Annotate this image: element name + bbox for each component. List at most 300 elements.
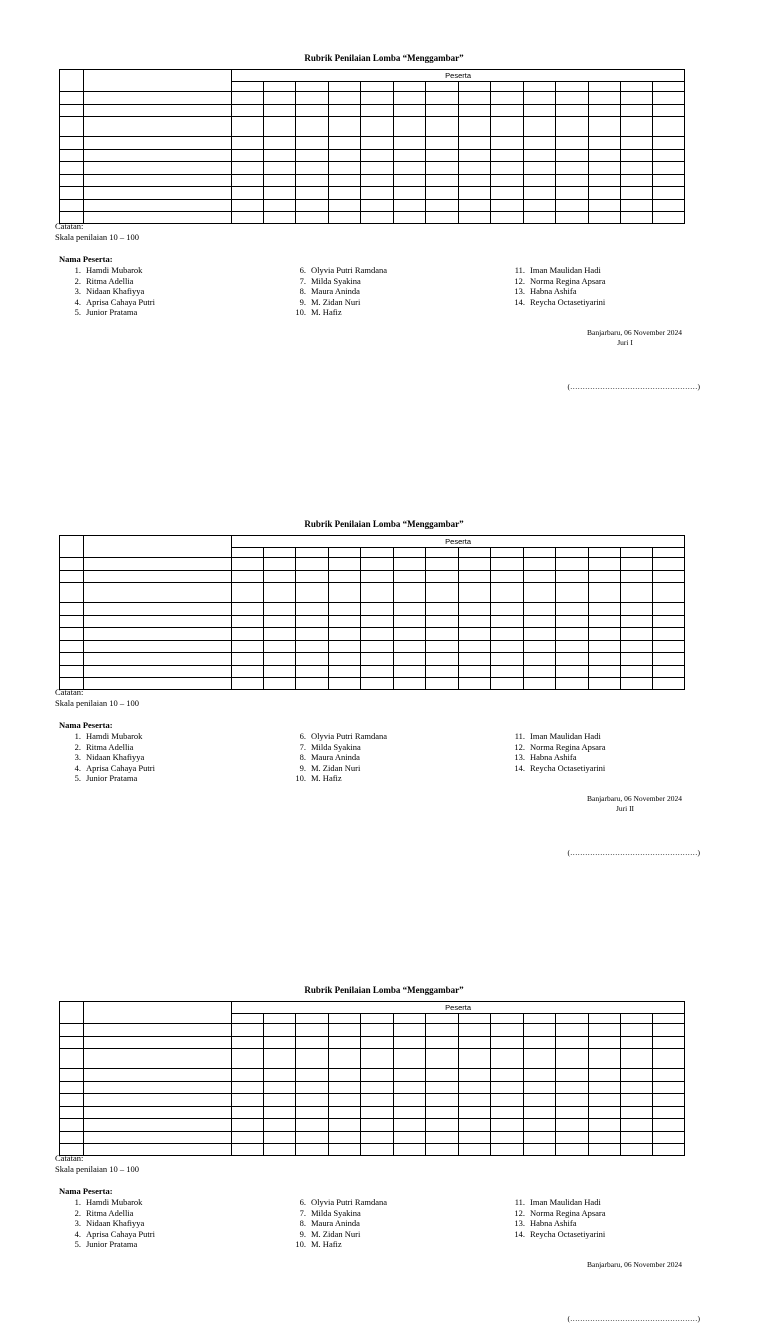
score-cell[interactable] <box>491 615 524 628</box>
score-cell[interactable] <box>264 174 296 187</box>
score-cell[interactable] <box>394 640 426 653</box>
score-cell[interactable] <box>264 117 296 137</box>
score-cell[interactable] <box>459 117 491 137</box>
score-cell[interactable] <box>589 199 621 212</box>
score-cell[interactable] <box>361 1049 394 1069</box>
score-cell[interactable] <box>232 92 264 105</box>
score-cell[interactable] <box>394 1049 426 1069</box>
score-cell[interactable] <box>329 665 361 678</box>
score-cell[interactable] <box>459 187 491 200</box>
score-cell[interactable] <box>524 174 556 187</box>
score-cell[interactable] <box>232 653 264 666</box>
score-cell[interactable] <box>264 603 296 616</box>
score-cell[interactable] <box>589 628 621 641</box>
score-cell[interactable] <box>491 104 524 117</box>
score-cell[interactable] <box>524 92 556 105</box>
score-cell[interactable] <box>556 1081 589 1094</box>
score-cell[interactable] <box>426 678 459 690</box>
score-cell[interactable] <box>264 558 296 571</box>
score-cell[interactable] <box>426 92 459 105</box>
score-cell[interactable] <box>264 678 296 690</box>
score-cell[interactable] <box>426 558 459 571</box>
score-cell[interactable] <box>394 603 426 616</box>
score-cell[interactable] <box>556 137 589 150</box>
score-cell[interactable] <box>459 92 491 105</box>
score-cell[interactable] <box>621 199 653 212</box>
score-cell[interactable] <box>329 149 361 162</box>
score-cell[interactable] <box>361 615 394 628</box>
score-cell[interactable] <box>264 1069 296 1082</box>
score-cell[interactable] <box>361 149 394 162</box>
score-cell[interactable] <box>459 653 491 666</box>
score-cell[interactable] <box>361 653 394 666</box>
score-cell[interactable] <box>459 104 491 117</box>
score-cell[interactable] <box>653 162 685 175</box>
score-cell[interactable] <box>232 1144 264 1156</box>
score-cell[interactable] <box>589 1036 621 1049</box>
score-cell[interactable] <box>426 162 459 175</box>
score-cell[interactable] <box>459 628 491 641</box>
score-cell[interactable] <box>589 1119 621 1132</box>
score-cell[interactable] <box>394 187 426 200</box>
score-cell[interactable] <box>394 212 426 224</box>
score-cell[interactable] <box>426 1069 459 1082</box>
score-cell[interactable] <box>361 212 394 224</box>
score-cell[interactable] <box>296 1094 329 1107</box>
score-cell[interactable] <box>459 615 491 628</box>
score-cell[interactable] <box>232 1094 264 1107</box>
score-cell[interactable] <box>556 1049 589 1069</box>
score-cell[interactable] <box>394 665 426 678</box>
score-cell[interactable] <box>329 1049 361 1069</box>
score-cell[interactable] <box>556 570 589 583</box>
score-cell[interactable] <box>232 104 264 117</box>
score-cell[interactable] <box>361 187 394 200</box>
score-cell[interactable] <box>653 570 685 583</box>
score-cell[interactable] <box>394 1081 426 1094</box>
score-cell[interactable] <box>621 1094 653 1107</box>
score-cell[interactable] <box>653 1119 685 1132</box>
score-cell[interactable] <box>296 1081 329 1094</box>
score-cell[interactable] <box>524 1036 556 1049</box>
score-cell[interactable] <box>653 1144 685 1156</box>
score-cell[interactable] <box>426 615 459 628</box>
score-cell[interactable] <box>524 640 556 653</box>
score-cell[interactable] <box>653 1024 685 1037</box>
score-cell[interactable] <box>296 615 329 628</box>
score-cell[interactable] <box>361 1024 394 1037</box>
score-cell[interactable] <box>394 1069 426 1082</box>
score-cell[interactable] <box>426 583 459 603</box>
score-cell[interactable] <box>264 653 296 666</box>
score-cell[interactable] <box>232 1081 264 1094</box>
score-cell[interactable] <box>296 187 329 200</box>
score-cell[interactable] <box>556 1144 589 1156</box>
score-cell[interactable] <box>264 1094 296 1107</box>
score-cell[interactable] <box>394 137 426 150</box>
score-cell[interactable] <box>524 615 556 628</box>
score-cell[interactable] <box>329 162 361 175</box>
score-cell[interactable] <box>426 1024 459 1037</box>
score-cell[interactable] <box>589 1131 621 1144</box>
score-cell[interactable] <box>329 187 361 200</box>
score-cell[interactable] <box>232 137 264 150</box>
score-cell[interactable] <box>361 1106 394 1119</box>
score-cell[interactable] <box>491 1119 524 1132</box>
score-cell[interactable] <box>556 665 589 678</box>
score-cell[interactable] <box>296 174 329 187</box>
score-cell[interactable] <box>394 583 426 603</box>
score-cell[interactable] <box>589 653 621 666</box>
score-cell[interactable] <box>296 603 329 616</box>
score-cell[interactable] <box>653 174 685 187</box>
score-cell[interactable] <box>524 558 556 571</box>
score-cell[interactable] <box>621 1081 653 1094</box>
score-cell[interactable] <box>394 149 426 162</box>
score-cell[interactable] <box>329 628 361 641</box>
score-cell[interactable] <box>394 678 426 690</box>
score-cell[interactable] <box>459 1131 491 1144</box>
score-cell[interactable] <box>556 1106 589 1119</box>
score-cell[interactable] <box>296 1144 329 1156</box>
score-cell[interactable] <box>329 640 361 653</box>
score-cell[interactable] <box>361 117 394 137</box>
score-cell[interactable] <box>232 174 264 187</box>
score-cell[interactable] <box>621 174 653 187</box>
score-cell[interactable] <box>394 162 426 175</box>
score-cell[interactable] <box>394 174 426 187</box>
score-cell[interactable] <box>361 162 394 175</box>
score-cell[interactable] <box>459 1049 491 1069</box>
score-cell[interactable] <box>394 1144 426 1156</box>
score-cell[interactable] <box>361 583 394 603</box>
score-cell[interactable] <box>296 149 329 162</box>
score-cell[interactable] <box>621 1106 653 1119</box>
score-cell[interactable] <box>524 583 556 603</box>
score-cell[interactable] <box>459 665 491 678</box>
score-cell[interactable] <box>589 1049 621 1069</box>
score-cell[interactable] <box>394 117 426 137</box>
score-cell[interactable] <box>491 583 524 603</box>
score-cell[interactable] <box>524 1081 556 1094</box>
score-cell[interactable] <box>296 92 329 105</box>
score-cell[interactable] <box>459 603 491 616</box>
score-cell[interactable] <box>589 117 621 137</box>
score-cell[interactable] <box>556 558 589 571</box>
score-cell[interactable] <box>394 570 426 583</box>
score-cell[interactable] <box>589 1081 621 1094</box>
score-cell[interactable] <box>621 1036 653 1049</box>
score-cell[interactable] <box>296 653 329 666</box>
score-cell[interactable] <box>621 570 653 583</box>
score-cell[interactable] <box>329 92 361 105</box>
score-cell[interactable] <box>361 640 394 653</box>
score-cell[interactable] <box>232 570 264 583</box>
score-cell[interactable] <box>556 1069 589 1082</box>
score-cell[interactable] <box>232 1036 264 1049</box>
score-cell[interactable] <box>264 92 296 105</box>
score-cell[interactable] <box>361 199 394 212</box>
score-cell[interactable] <box>296 162 329 175</box>
score-cell[interactable] <box>621 1119 653 1132</box>
score-cell[interactable] <box>621 615 653 628</box>
score-cell[interactable] <box>329 1106 361 1119</box>
score-cell[interactable] <box>264 1119 296 1132</box>
score-cell[interactable] <box>524 1106 556 1119</box>
score-cell[interactable] <box>621 149 653 162</box>
score-cell[interactable] <box>264 187 296 200</box>
score-cell[interactable] <box>296 665 329 678</box>
score-cell[interactable] <box>491 92 524 105</box>
score-cell[interactable] <box>524 1094 556 1107</box>
score-cell[interactable] <box>426 1036 459 1049</box>
score-cell[interactable] <box>653 678 685 690</box>
score-cell[interactable] <box>653 1036 685 1049</box>
score-cell[interactable] <box>329 570 361 583</box>
score-cell[interactable] <box>653 615 685 628</box>
score-cell[interactable] <box>621 117 653 137</box>
score-cell[interactable] <box>296 1119 329 1132</box>
score-cell[interactable] <box>264 615 296 628</box>
score-cell[interactable] <box>556 1036 589 1049</box>
score-cell[interactable] <box>653 665 685 678</box>
score-cell[interactable] <box>361 665 394 678</box>
score-cell[interactable] <box>621 583 653 603</box>
score-cell[interactable] <box>621 603 653 616</box>
score-cell[interactable] <box>426 665 459 678</box>
score-cell[interactable] <box>621 640 653 653</box>
score-cell[interactable] <box>556 628 589 641</box>
score-cell[interactable] <box>491 1131 524 1144</box>
score-cell[interactable] <box>621 558 653 571</box>
score-cell[interactable] <box>556 104 589 117</box>
score-cell[interactable] <box>491 1094 524 1107</box>
score-cell[interactable] <box>491 665 524 678</box>
score-cell[interactable] <box>264 583 296 603</box>
score-cell[interactable] <box>524 212 556 224</box>
score-cell[interactable] <box>232 615 264 628</box>
score-cell[interactable] <box>459 1024 491 1037</box>
score-cell[interactable] <box>589 570 621 583</box>
score-cell[interactable] <box>329 1144 361 1156</box>
score-cell[interactable] <box>296 212 329 224</box>
score-cell[interactable] <box>394 1119 426 1132</box>
score-cell[interactable] <box>653 1081 685 1094</box>
score-cell[interactable] <box>621 104 653 117</box>
score-cell[interactable] <box>361 92 394 105</box>
score-cell[interactable] <box>296 1024 329 1037</box>
score-cell[interactable] <box>589 615 621 628</box>
score-cell[interactable] <box>264 665 296 678</box>
score-cell[interactable] <box>491 558 524 571</box>
score-cell[interactable] <box>459 149 491 162</box>
score-cell[interactable] <box>264 199 296 212</box>
score-cell[interactable] <box>394 1024 426 1037</box>
score-cell[interactable] <box>459 678 491 690</box>
score-cell[interactable] <box>491 1069 524 1082</box>
score-cell[interactable] <box>589 1069 621 1082</box>
score-cell[interactable] <box>653 104 685 117</box>
score-cell[interactable] <box>296 570 329 583</box>
score-cell[interactable] <box>653 640 685 653</box>
score-cell[interactable] <box>589 665 621 678</box>
score-cell[interactable] <box>232 187 264 200</box>
score-cell[interactable] <box>264 1131 296 1144</box>
score-cell[interactable] <box>426 149 459 162</box>
score-cell[interactable] <box>361 174 394 187</box>
score-cell[interactable] <box>361 1069 394 1082</box>
score-cell[interactable] <box>491 653 524 666</box>
score-cell[interactable] <box>394 1094 426 1107</box>
score-cell[interactable] <box>264 1144 296 1156</box>
score-cell[interactable] <box>491 187 524 200</box>
score-cell[interactable] <box>329 558 361 571</box>
score-cell[interactable] <box>394 199 426 212</box>
score-cell[interactable] <box>296 1036 329 1049</box>
score-cell[interactable] <box>653 92 685 105</box>
score-cell[interactable] <box>589 603 621 616</box>
score-cell[interactable] <box>491 678 524 690</box>
score-cell[interactable] <box>589 678 621 690</box>
score-cell[interactable] <box>524 149 556 162</box>
score-cell[interactable] <box>232 678 264 690</box>
score-cell[interactable] <box>621 1131 653 1144</box>
score-cell[interactable] <box>329 653 361 666</box>
score-cell[interactable] <box>394 1036 426 1049</box>
score-cell[interactable] <box>361 1036 394 1049</box>
score-cell[interactable] <box>491 1024 524 1037</box>
score-cell[interactable] <box>426 1144 459 1156</box>
score-cell[interactable] <box>329 137 361 150</box>
score-cell[interactable] <box>426 1131 459 1144</box>
score-cell[interactable] <box>232 628 264 641</box>
score-cell[interactable] <box>556 199 589 212</box>
score-cell[interactable] <box>329 212 361 224</box>
score-cell[interactable] <box>459 1081 491 1094</box>
score-cell[interactable] <box>524 1024 556 1037</box>
score-cell[interactable] <box>426 1094 459 1107</box>
score-cell[interactable] <box>556 117 589 137</box>
score-cell[interactable] <box>329 1036 361 1049</box>
score-cell[interactable] <box>653 199 685 212</box>
score-cell[interactable] <box>264 570 296 583</box>
score-cell[interactable] <box>459 174 491 187</box>
score-cell[interactable] <box>232 212 264 224</box>
score-cell[interactable] <box>232 603 264 616</box>
score-cell[interactable] <box>394 1131 426 1144</box>
score-cell[interactable] <box>621 137 653 150</box>
score-cell[interactable] <box>621 678 653 690</box>
score-cell[interactable] <box>589 1024 621 1037</box>
score-cell[interactable] <box>621 1024 653 1037</box>
score-cell[interactable] <box>653 1049 685 1069</box>
score-cell[interactable] <box>621 665 653 678</box>
score-cell[interactable] <box>653 1131 685 1144</box>
score-cell[interactable] <box>653 137 685 150</box>
score-cell[interactable] <box>459 1094 491 1107</box>
score-cell[interactable] <box>459 212 491 224</box>
score-cell[interactable] <box>329 1094 361 1107</box>
score-cell[interactable] <box>426 137 459 150</box>
score-cell[interactable] <box>426 199 459 212</box>
score-cell[interactable] <box>524 603 556 616</box>
score-cell[interactable] <box>459 1106 491 1119</box>
score-cell[interactable] <box>232 583 264 603</box>
score-cell[interactable] <box>361 104 394 117</box>
score-cell[interactable] <box>232 1106 264 1119</box>
score-cell[interactable] <box>459 583 491 603</box>
score-cell[interactable] <box>296 1131 329 1144</box>
score-cell[interactable] <box>426 640 459 653</box>
score-cell[interactable] <box>394 615 426 628</box>
score-cell[interactable] <box>589 92 621 105</box>
score-cell[interactable] <box>296 117 329 137</box>
score-cell[interactable] <box>459 1069 491 1082</box>
score-cell[interactable] <box>394 1106 426 1119</box>
score-cell[interactable] <box>426 628 459 641</box>
score-cell[interactable] <box>264 212 296 224</box>
score-cell[interactable] <box>491 199 524 212</box>
score-cell[interactable] <box>426 570 459 583</box>
score-cell[interactable] <box>556 1131 589 1144</box>
score-cell[interactable] <box>329 1024 361 1037</box>
score-cell[interactable] <box>491 603 524 616</box>
score-cell[interactable] <box>264 1036 296 1049</box>
score-cell[interactable] <box>426 1081 459 1094</box>
score-cell[interactable] <box>589 104 621 117</box>
score-cell[interactable] <box>459 1144 491 1156</box>
score-cell[interactable] <box>621 92 653 105</box>
score-cell[interactable] <box>232 149 264 162</box>
score-cell[interactable] <box>524 1144 556 1156</box>
score-cell[interactable] <box>589 149 621 162</box>
score-cell[interactable] <box>394 92 426 105</box>
score-cell[interactable] <box>556 1094 589 1107</box>
score-cell[interactable] <box>653 603 685 616</box>
score-cell[interactable] <box>426 1049 459 1069</box>
score-cell[interactable] <box>556 187 589 200</box>
score-cell[interactable] <box>264 149 296 162</box>
score-cell[interactable] <box>361 1119 394 1132</box>
score-cell[interactable] <box>394 628 426 641</box>
score-cell[interactable] <box>556 212 589 224</box>
score-cell[interactable] <box>232 1069 264 1082</box>
score-cell[interactable] <box>524 628 556 641</box>
score-cell[interactable] <box>361 1094 394 1107</box>
score-cell[interactable] <box>589 1106 621 1119</box>
score-cell[interactable] <box>556 1119 589 1132</box>
score-cell[interactable] <box>621 212 653 224</box>
score-cell[interactable] <box>653 1094 685 1107</box>
score-cell[interactable] <box>426 212 459 224</box>
score-cell[interactable] <box>653 117 685 137</box>
score-cell[interactable] <box>264 162 296 175</box>
score-cell[interactable] <box>524 570 556 583</box>
score-cell[interactable] <box>621 187 653 200</box>
score-cell[interactable] <box>361 1144 394 1156</box>
score-cell[interactable] <box>491 1036 524 1049</box>
score-cell[interactable] <box>264 1081 296 1094</box>
score-cell[interactable] <box>459 570 491 583</box>
score-cell[interactable] <box>524 104 556 117</box>
score-cell[interactable] <box>653 187 685 200</box>
score-cell[interactable] <box>361 570 394 583</box>
score-cell[interactable] <box>232 117 264 137</box>
score-cell[interactable] <box>653 558 685 571</box>
score-cell[interactable] <box>329 117 361 137</box>
score-cell[interactable] <box>524 1069 556 1082</box>
score-cell[interactable] <box>589 137 621 150</box>
